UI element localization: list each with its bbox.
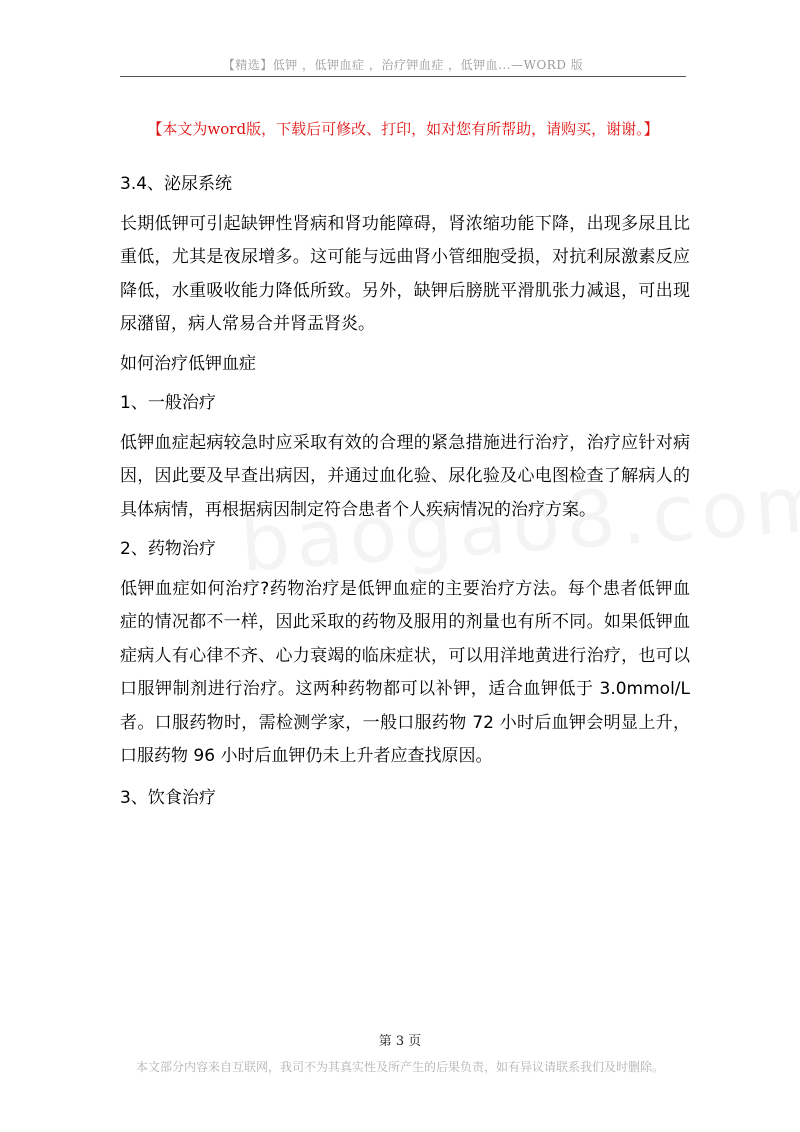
paragraph-urinary: 长期低钾可引起缺钾性肾病和肾功能障碍，肾浓缩功能下降，出现多尿且比重低，尤其是夜尿增多。这可能与远曲肾小管细胞受损，对抗利尿激素反应降低，水重吸收能力降低所致。另外，缺钾后膀胱平滑肌张力减退，可出现尿潴留，病人常易合并肾盂肾炎。 [120,213,690,334]
subheading-drug-treatment: 2、药物治疗 [120,539,216,559]
page-footer: 本文部分内容来自互联网，我司不为其真实性及所产生的后果负责，如有异议请联系我们及时删除。 [135,1060,664,1074]
subheading-diet-treatment: 3、饮食治疗 [120,787,216,808]
page-number: 第 3 页 [378,1034,422,1049]
paragraph-drug-treatment: 低钾血症如何治疗?药物治疗是低钾血症的主要治疗方法。每个患者低钾血症的情况都不一样，因此采取的药物及服用的剂量也有所不同。如果低钾血症病人有心律不齐、心力衰竭的临床症状，可以用洋地黄进行治疗，也可以口服钾制剂进行治疗。这两种药物都可以补钾，适合血钾低于 3.0mmol/L 者。口服药物时，需检测学家，一般口服药物 72 小时后血钾会明显上升，口服药物 96 小时后血钾仍未上升者应查找原因。 [120,578,690,766]
subheading-general-treatment: 1、一般治疗 [120,393,216,413]
page-header: 【精选】低钾 ，低钾血症 ，治疗钾血症 ，低钾血...—WORD 版 [222,58,584,72]
paragraph-general-treatment: 低钾血症起病较急时应采取有效的合理的紧急措施进行治疗，治疗应针对病因，因此要及早查出病因，并通过血化验、尿化验及心电图检查了解病人的具体病情，再根据病因制定符合患者个人疾病情况的治疗方案。 [120,432,690,520]
section-heading-treatment: 如何治疗低钾血症 [120,353,256,374]
document-body [120,168,690,815]
section-heading-urinary: 3.4、泌尿系统 [120,174,233,194]
header-divider [120,76,686,77]
purchase-notice: 【本文为word版，下载后可修改、打印，如对您有所帮助，请购买，谢谢。】 [147,120,659,138]
